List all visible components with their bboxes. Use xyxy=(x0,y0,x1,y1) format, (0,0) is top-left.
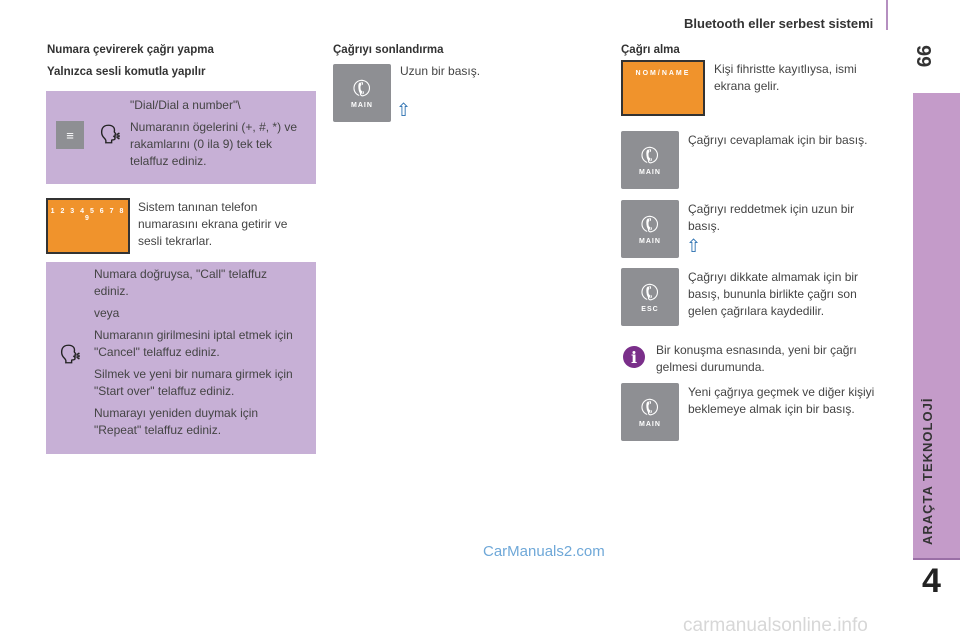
phone-icon: ✆ xyxy=(635,391,664,423)
phone-icon: ✆ xyxy=(347,72,376,104)
switch-call-text: Yeni çağrıya geçmek ve diğer kişiyi beklemeye almak için bir basış. xyxy=(688,385,875,416)
speaking-head-icon: 🗣 xyxy=(59,344,82,364)
phone-icon: ✆ xyxy=(635,276,664,308)
ignore-call-text: Çağrıyı dikkate almamak için bir basış, bununla birlikte çağrı son gelen çağrılara kaydedilir. xyxy=(688,270,859,318)
heading-receive-call: Çağrı alma xyxy=(621,44,680,56)
call-waiting-note: Bir konuşma esnasında, yeni bir çağrı gelmesi durumunda. xyxy=(656,343,857,374)
main-label: MAIN xyxy=(351,101,373,109)
instruction-line: "Dial/Dial a number"\ xyxy=(130,98,241,112)
watermark-carmanualsonline: carmanualsonline.info xyxy=(683,615,868,636)
voice-command-button-icon: ≡ xyxy=(56,121,84,149)
main-button-icon xyxy=(621,383,679,441)
instruction-line: Silmek ve yeni bir numara girmek için "Start over" telaffuz ediniz. xyxy=(94,367,293,398)
chapter-title: ARAÇTA TEKNOLOJİ xyxy=(920,397,935,545)
contact-name-text: Kişi fihristte kayıtlıysa, ismi ekrana gelir. xyxy=(714,62,857,93)
instruction-line: Numaranın girilmesini iptal etmek için "Cancel" telaffuz ediniz. xyxy=(94,328,293,359)
phone-icon: ✆ xyxy=(635,139,664,171)
screen-digits: 1 2 3 4 5 6 7 8 9 xyxy=(50,208,126,222)
main-button-icon xyxy=(333,64,391,122)
heading-voice-only: Yalnızca sesli komutla yapılır xyxy=(47,66,206,78)
instruction-line: Numara doğruysa, "Call" telaffuz ediniz. xyxy=(94,267,268,298)
screen-name: NOM/NAME xyxy=(635,70,691,77)
heading-end-call: Çağrıyı sonlandırma xyxy=(333,44,444,56)
instruction-line: Numarayı yeniden duymak için "Repeat" telaffuz ediniz. xyxy=(94,406,259,437)
system-repeat-text: Sistem tanınan telefon numarasını ekrana getirir ve sesli tekrarlar. xyxy=(138,200,288,248)
voice-dial-box xyxy=(46,91,316,184)
instruction-line: Numaranın ögelerini (+, #, *) ve rakamlarını (0 ila 9) tek tek telaffuz ediniz. xyxy=(130,120,298,168)
voice-confirm-box xyxy=(46,262,316,454)
voice-dial-instructions xyxy=(130,97,312,175)
answer-call-text: Çağrıyı cevaplamak için bir basış. xyxy=(688,133,868,147)
instruction-line: veya xyxy=(94,306,120,320)
main-button-icon xyxy=(621,131,679,189)
watermark-carmanuals2: CarManuals2.com xyxy=(483,543,605,560)
side-divider xyxy=(913,558,960,560)
speaking-head-icon: 🗣 xyxy=(99,124,122,144)
main-label: MAIN xyxy=(639,237,661,245)
long-press-icon: ⇧ xyxy=(686,236,702,256)
heading-dial-number: Numara çevirerek çağrı yapma xyxy=(47,44,214,56)
header-divider xyxy=(886,0,888,30)
long-press-icon: ⇧ xyxy=(396,100,412,120)
esc-label: ESC xyxy=(641,305,659,313)
page-number: 99 xyxy=(912,45,934,68)
esc-button-icon xyxy=(621,268,679,326)
chapter-number: 4 xyxy=(922,562,941,600)
reject-call-text: Çağrıyı reddetmek için uzun bir basış. xyxy=(688,202,855,233)
display-screen-number xyxy=(46,198,130,254)
phone-icon: ✆ xyxy=(635,208,664,240)
voice-confirm-instructions xyxy=(94,266,302,444)
info-icon: i xyxy=(623,346,645,368)
end-call-text: Uzun bir basış. xyxy=(400,64,481,78)
main-label: MAIN xyxy=(639,168,661,176)
main-button-icon xyxy=(621,200,679,258)
page-header-title: Bluetooth eller serbest sistemi xyxy=(684,16,874,31)
display-screen-name xyxy=(621,60,705,116)
main-label: MAIN xyxy=(639,420,661,428)
